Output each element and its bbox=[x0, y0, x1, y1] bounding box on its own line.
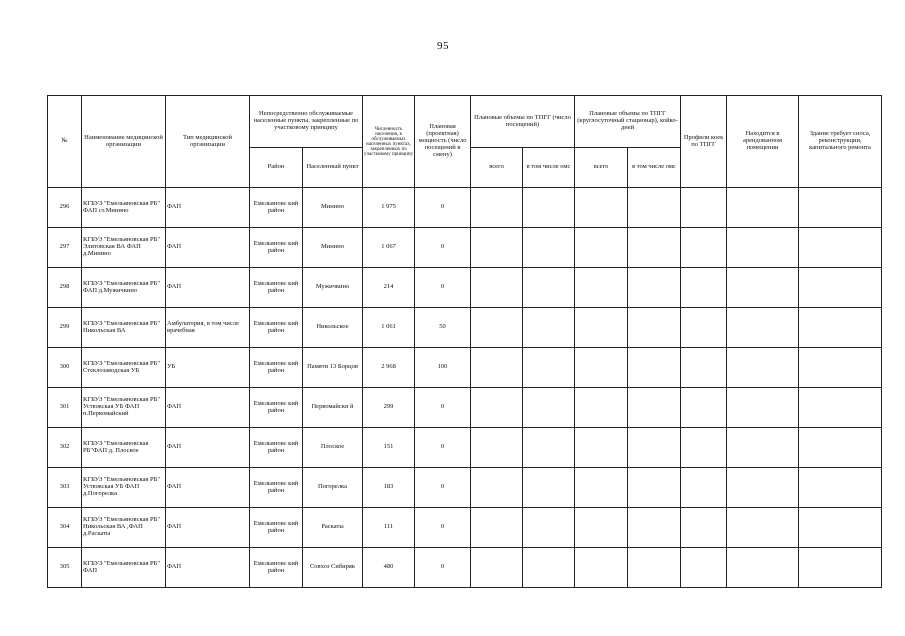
row-building-state bbox=[799, 308, 882, 348]
row-district: Емельяновс кий район bbox=[250, 228, 303, 268]
row-med-type: ФАП bbox=[166, 388, 250, 428]
header-visits-total: всего bbox=[471, 148, 523, 188]
row-med-type: ФАП bbox=[166, 548, 250, 588]
header-beds-total: всего bbox=[575, 148, 628, 188]
row-bed-profile bbox=[681, 548, 727, 588]
table-header bbox=[48, 96, 882, 188]
row-med-type: ФАП bbox=[166, 268, 250, 308]
row-beds-total bbox=[575, 388, 628, 428]
row-building-state bbox=[799, 508, 882, 548]
row-beds-oms bbox=[628, 508, 681, 548]
row-beds-total bbox=[575, 508, 628, 548]
row-visits-oms bbox=[523, 348, 575, 388]
row-visits-total bbox=[471, 388, 523, 428]
row-beds-oms bbox=[628, 468, 681, 508]
table-row bbox=[48, 548, 882, 588]
row-capacity: 0 bbox=[415, 188, 471, 228]
row-population: 1 067 bbox=[363, 228, 415, 268]
table-row bbox=[48, 428, 882, 468]
row-locality: Памяти 13 Борцов bbox=[303, 348, 363, 388]
table-row bbox=[48, 188, 882, 228]
row-beds-oms bbox=[628, 228, 681, 268]
row-visits-oms bbox=[523, 508, 575, 548]
header-rented: Находится в арендованном помещении bbox=[727, 96, 799, 188]
row-med-type: ФАП bbox=[166, 228, 250, 268]
row-med-type: ФАП bbox=[166, 428, 250, 468]
row-number: 305 bbox=[48, 548, 82, 588]
row-capacity: 0 bbox=[415, 428, 471, 468]
row-med-type: Амбулатория, в том числе врачебная bbox=[166, 308, 250, 348]
row-rented bbox=[727, 348, 799, 388]
row-rented bbox=[727, 428, 799, 468]
row-visits-oms bbox=[523, 228, 575, 268]
row-visits-oms bbox=[523, 188, 575, 228]
row-number: 301 bbox=[48, 388, 82, 428]
row-rented bbox=[727, 308, 799, 348]
row-building-state bbox=[799, 388, 882, 428]
row-med-type: ФАП bbox=[166, 468, 250, 508]
row-building-state bbox=[799, 188, 882, 228]
row-bed-profile bbox=[681, 468, 727, 508]
row-population: 299 bbox=[363, 388, 415, 428]
table-row bbox=[48, 268, 882, 308]
table-row bbox=[48, 308, 882, 348]
row-number: 300 bbox=[48, 348, 82, 388]
row-rented bbox=[727, 468, 799, 508]
row-visits-oms bbox=[523, 268, 575, 308]
row-bed-profile bbox=[681, 188, 727, 228]
row-rented bbox=[727, 548, 799, 588]
row-district: Емельяновс кий район bbox=[250, 188, 303, 228]
row-capacity: 100 bbox=[415, 348, 471, 388]
table-row bbox=[48, 228, 882, 268]
header-district: Район bbox=[250, 148, 303, 188]
row-beds-oms bbox=[628, 428, 681, 468]
row-district: Емельяновс кий район bbox=[250, 428, 303, 468]
row-org-name: КГБУЗ "Емельяновская РБ" ФАП bbox=[82, 548, 166, 588]
row-beds-total bbox=[575, 188, 628, 228]
row-capacity: 0 bbox=[415, 548, 471, 588]
row-building-state bbox=[799, 268, 882, 308]
row-locality: Никольское bbox=[303, 308, 363, 348]
row-beds-total bbox=[575, 228, 628, 268]
row-org-name: КГБУЗ "Емельяновская РБ" Элитовская ВА ФАП д.Минино bbox=[82, 228, 166, 268]
header-beds-oms: в том числе омс bbox=[628, 148, 681, 188]
row-population: 1 061 bbox=[363, 308, 415, 348]
row-building-state bbox=[799, 428, 882, 468]
header-locality: Населенный пункт bbox=[303, 148, 363, 188]
row-district: Емельяновс кий район bbox=[250, 388, 303, 428]
row-org-name: КГБУЗ "Емельяновская РБ" Устюжская УБ ФАП п.Первомайский bbox=[82, 388, 166, 428]
row-locality: Мужичкино bbox=[303, 268, 363, 308]
row-number: 299 bbox=[48, 308, 82, 348]
row-bed-profile bbox=[681, 268, 727, 308]
row-visits-oms bbox=[523, 468, 575, 508]
row-bed-profile bbox=[681, 508, 727, 548]
row-population: 214 bbox=[363, 268, 415, 308]
row-district: Емельяновс кий район bbox=[250, 548, 303, 588]
row-locality: Совхоз Сибиряк bbox=[303, 548, 363, 588]
header-planned-beds: Плановые объемы по ТПГГ (круглосуточный стационар), койко-дней bbox=[575, 96, 681, 148]
row-population: 183 bbox=[363, 468, 415, 508]
row-visits-total bbox=[471, 428, 523, 468]
row-visits-oms bbox=[523, 548, 575, 588]
row-capacity: 0 bbox=[415, 268, 471, 308]
row-bed-profile bbox=[681, 308, 727, 348]
table-row bbox=[48, 468, 882, 508]
row-district: Емельяновс кий район bbox=[250, 308, 303, 348]
row-beds-total bbox=[575, 548, 628, 588]
row-rented bbox=[727, 268, 799, 308]
row-beds-oms bbox=[628, 308, 681, 348]
row-building-state bbox=[799, 548, 882, 588]
row-capacity: 0 bbox=[415, 508, 471, 548]
row-rented bbox=[727, 388, 799, 428]
header-population: Численность населения, в обслуживаемых населенных пунктах, закрепленных по участковому принципу bbox=[363, 96, 415, 188]
row-visits-total bbox=[471, 308, 523, 348]
row-population: 480 bbox=[363, 548, 415, 588]
row-beds-total bbox=[575, 468, 628, 508]
row-beds-total bbox=[575, 348, 628, 388]
row-bed-profile bbox=[681, 228, 727, 268]
page-number: 95 bbox=[437, 40, 449, 52]
row-beds-total bbox=[575, 428, 628, 468]
row-population: 2 968 bbox=[363, 348, 415, 388]
header-bed-profiles: Профили коек по ТПГГ bbox=[681, 96, 727, 188]
row-med-type: УБ bbox=[166, 348, 250, 388]
header-num: № bbox=[48, 96, 82, 188]
row-building-state bbox=[799, 348, 882, 388]
header-building-state: Здание требует сноса, реконструкции, капитального ремонта bbox=[799, 96, 882, 188]
row-org-name: КГБУЗ "Емельяновская РБ" Никольская ВА ,ФАП д.Раскаты bbox=[82, 508, 166, 548]
row-visits-total bbox=[471, 268, 523, 308]
row-beds-total bbox=[575, 308, 628, 348]
row-bed-profile bbox=[681, 428, 727, 468]
row-district: Емельяновс кий район bbox=[250, 268, 303, 308]
row-bed-profile bbox=[681, 348, 727, 388]
row-population: 111 bbox=[363, 508, 415, 548]
row-visits-oms bbox=[523, 308, 575, 348]
header-planned-visits: Плановые объемы по ТПГГ (число посещений) bbox=[471, 96, 575, 148]
row-visits-oms bbox=[523, 428, 575, 468]
row-rented bbox=[727, 508, 799, 548]
row-visits-oms bbox=[523, 388, 575, 428]
row-beds-oms bbox=[628, 268, 681, 308]
row-visits-total bbox=[471, 468, 523, 508]
row-number: 303 bbox=[48, 468, 82, 508]
row-population: 1 975 bbox=[363, 188, 415, 228]
header-med-type: Тип медицинской организации bbox=[166, 96, 250, 188]
row-org-name: КГБУЗ "Емельяновская РБ" Никольская ВА bbox=[82, 308, 166, 348]
row-med-type: ФАП bbox=[166, 188, 250, 228]
row-capacity: 0 bbox=[415, 468, 471, 508]
row-locality: Минино bbox=[303, 188, 363, 228]
row-visits-total bbox=[471, 348, 523, 388]
header-served-localities: Непосредственно обслуживаемые населенные пункты, закрепленные по участковому принципу bbox=[250, 96, 363, 148]
row-locality: Минино bbox=[303, 228, 363, 268]
row-building-state bbox=[799, 468, 882, 508]
row-beds-oms bbox=[628, 388, 681, 428]
row-locality: Первомайски й bbox=[303, 388, 363, 428]
row-locality: Раскаты bbox=[303, 508, 363, 548]
row-capacity: 0 bbox=[415, 388, 471, 428]
row-med-type: ФАП bbox=[166, 508, 250, 548]
row-beds-oms bbox=[628, 548, 681, 588]
row-district: Емельяновс кий район bbox=[250, 508, 303, 548]
table-row bbox=[48, 508, 882, 548]
row-district: Емельяновс кий район bbox=[250, 468, 303, 508]
row-beds-oms bbox=[628, 188, 681, 228]
row-capacity: 50 bbox=[415, 308, 471, 348]
row-visits-total bbox=[471, 508, 523, 548]
header-capacity: Плановая (проектная) мощность (число посещений в смену) bbox=[415, 96, 471, 188]
row-visits-total bbox=[471, 548, 523, 588]
row-rented bbox=[727, 228, 799, 268]
table-body bbox=[48, 188, 882, 588]
row-org-name: КГБУЗ "Емельяновская РБ"ФАП д. Плоское bbox=[82, 428, 166, 468]
header-org-name: Наименование медицинской организации bbox=[82, 96, 166, 188]
row-org-name: КГБУЗ "Емельяновская РБ" ФАП д.Мужичкино bbox=[82, 268, 166, 308]
row-population: 151 bbox=[363, 428, 415, 468]
row-beds-total bbox=[575, 268, 628, 308]
row-visits-total bbox=[471, 228, 523, 268]
row-locality: Плоское bbox=[303, 428, 363, 468]
table-row bbox=[48, 348, 882, 388]
row-org-name: КГБУЗ "Емельяновская РБ" ФАП ст.Минино bbox=[82, 188, 166, 228]
row-number: 302 bbox=[48, 428, 82, 468]
row-org-name: КГБУЗ "Емельяновская РБ" Стеклозаводская УБ bbox=[82, 348, 166, 388]
row-number: 304 bbox=[48, 508, 82, 548]
row-org-name: КГБУЗ "Емельяновская РБ" Устюжская УБ ФАП д.Погорелка bbox=[82, 468, 166, 508]
row-visits-total bbox=[471, 188, 523, 228]
row-number: 297 bbox=[48, 228, 82, 268]
row-capacity: 0 bbox=[415, 228, 471, 268]
row-district: Емельяновс кий район bbox=[250, 348, 303, 388]
row-number: 298 bbox=[48, 268, 82, 308]
row-number: 296 bbox=[48, 188, 82, 228]
header-visits-oms: в том числе омс bbox=[523, 148, 575, 188]
row-building-state bbox=[799, 228, 882, 268]
row-rented bbox=[727, 188, 799, 228]
table-row bbox=[48, 388, 882, 428]
facilities-table bbox=[47, 95, 882, 588]
row-bed-profile bbox=[681, 388, 727, 428]
row-locality: Погорелка bbox=[303, 468, 363, 508]
row-beds-oms bbox=[628, 348, 681, 388]
